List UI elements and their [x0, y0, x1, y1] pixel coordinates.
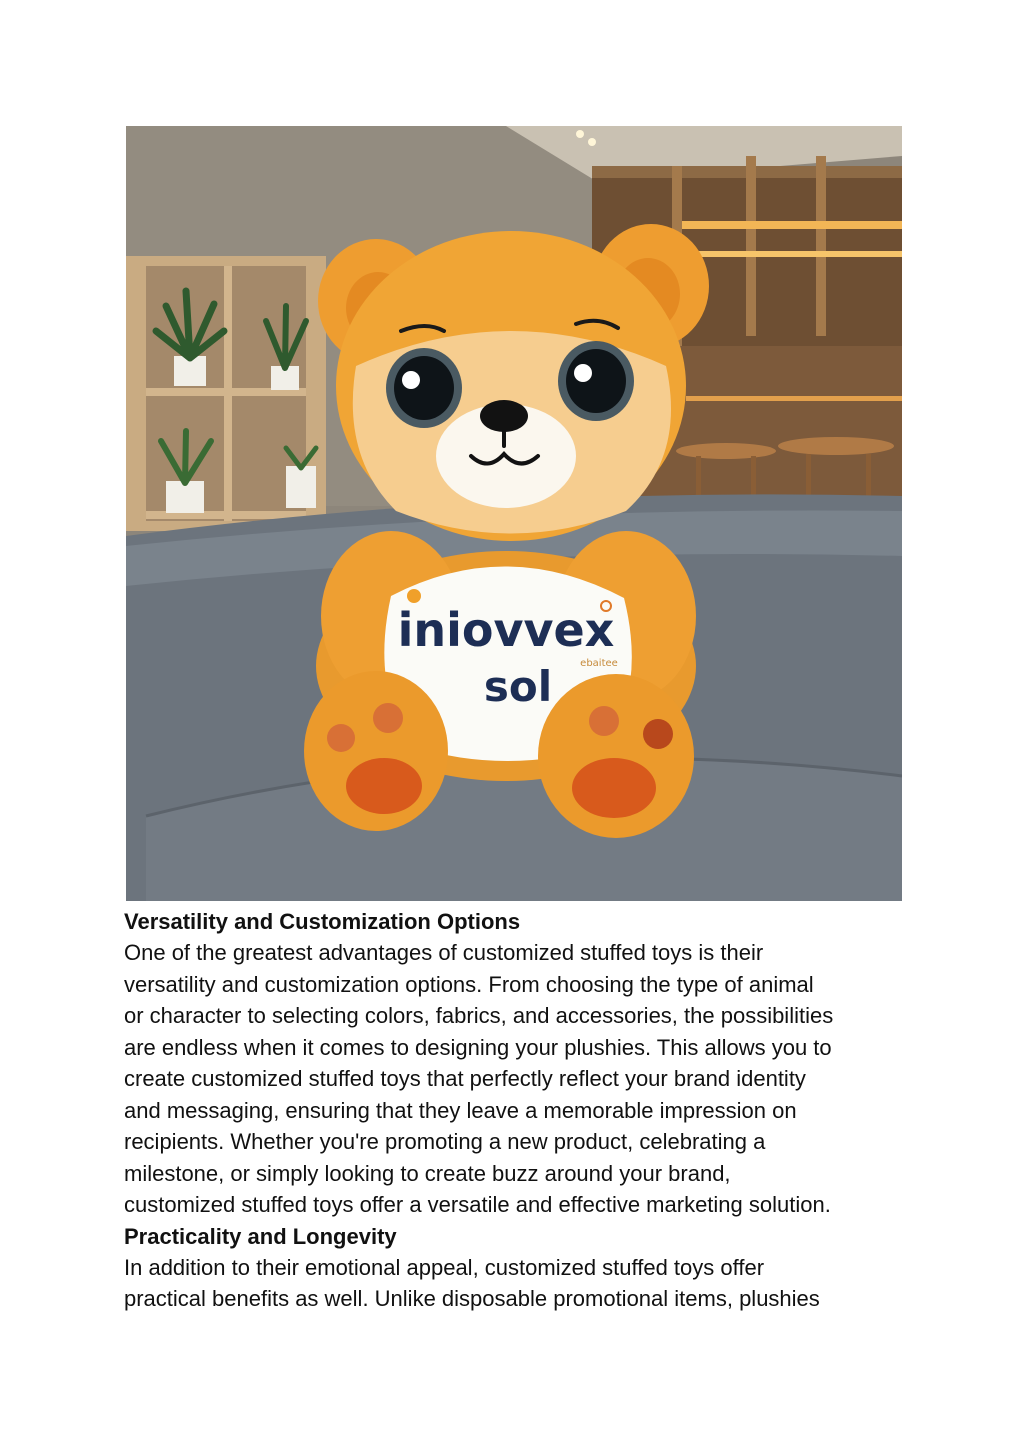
paragraph-line: or character to selecting colors, fabrics, and accessories, the possibilities: [124, 1003, 834, 1028]
paragraph-line: and messaging, ensuring that they leave a memorable impression on: [124, 1097, 797, 1123]
paragraph-line: create customized stuffed toys that perfectly reflect your brand identity: [124, 1066, 806, 1091]
section-heading: Versatility and Customization Options: [124, 909, 521, 934]
belly-word-text: sol: [483, 662, 553, 711]
paragraph-line: customized stuffed toys offer a versatile and effective marketing solution.: [124, 1192, 831, 1217]
paragraph-line: practical benefits as well. Unlike disposable promotional items, plushies: [124, 1286, 820, 1311]
paragraph-line: recipients. Whether you're promoting a new product, celebrating a: [124, 1129, 766, 1154]
paragraph-line: In addition to their emotional appeal, customized stuffed toys offer: [124, 1254, 765, 1280]
belly-brand-text: iniovvex: [397, 603, 615, 657]
paragraph: [124, 937, 904, 1221]
section-heading: Practicality and Longevity: [124, 1223, 397, 1249]
paragraph: [124, 1252, 904, 1315]
paragraph-line: are endless when it comes to designing your plushies. This allows you to: [124, 1034, 832, 1060]
paragraph-line: One of the greatest advantages of customized stuffed toys is their: [124, 940, 764, 965]
belly-small-text: ebaitee: [580, 658, 618, 669]
paragraph-line: milestone, or simply looking to create buzz around your brand,: [124, 1160, 731, 1186]
paragraph-line: versatility and customization options. From choosing the type of animal: [124, 971, 814, 997]
plush-bear-photo: [126, 126, 902, 901]
section-versatility: [124, 906, 904, 1315]
